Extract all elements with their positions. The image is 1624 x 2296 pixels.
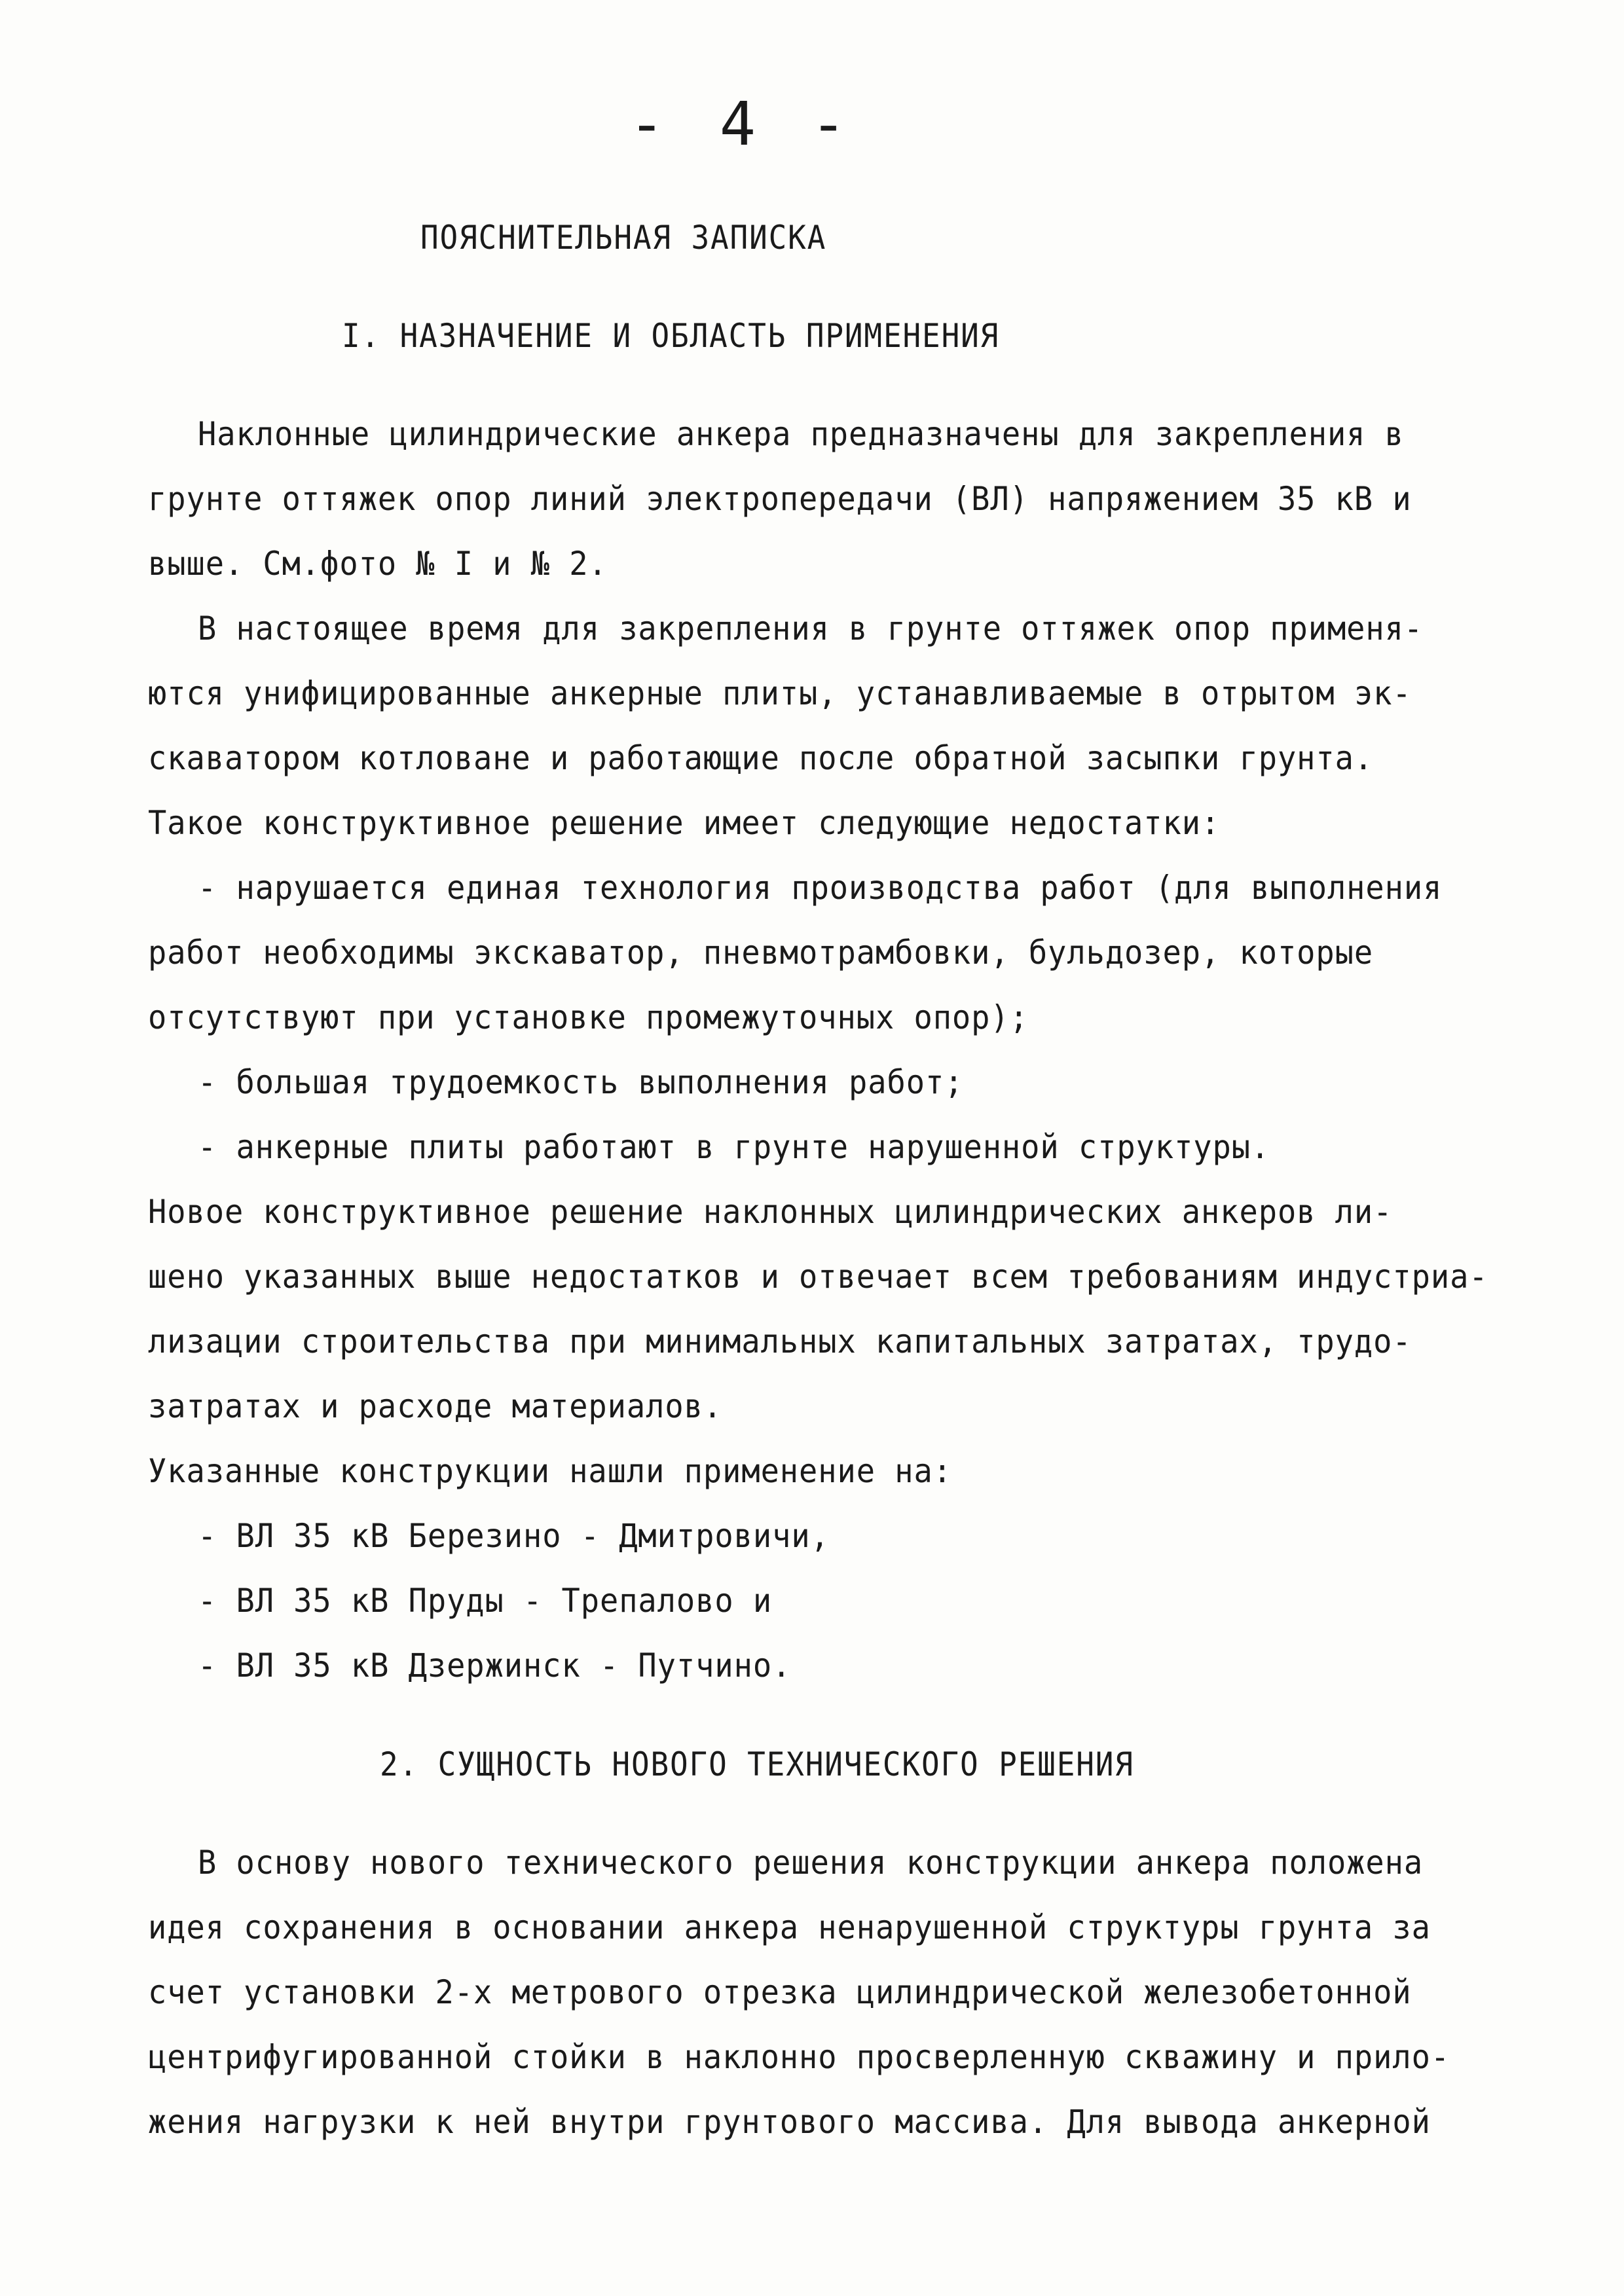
section-1-line: Такое конструктивное решение имеет следующие недостатки: — [148, 804, 1221, 842]
section-1-heading: I. НАЗНАЧЕНИЕ И ОБЛАСТЬ ПРИМЕНЕНИЯ — [342, 317, 1000, 355]
section-1-line: работ необходимы экскаватор, пневмотрамбовки, бульдозер, которые — [148, 934, 1374, 972]
section-1-line: шено указанных выше недостатков и отвечает всем требованиям индустриа- — [148, 1258, 1488, 1296]
section-2-heading: 2. СУЩНОСТЬ НОВОГО ТЕХНИЧЕСКОГО РЕШЕНИЯ — [380, 1745, 1134, 1783]
section-1-line: скаватором котловане и работающие после обратной засыпки грунта. — [148, 739, 1374, 777]
section-1-line: грунте оттяжек опор линий электропередачи (ВЛ) напряжением 35 кВ и — [148, 480, 1412, 518]
section-2-line: В основу нового технического решения конструкции анкера положена — [198, 1844, 1424, 1882]
section-1-line: - ВЛ 35 кВ Березино - Дмитровичи, — [198, 1517, 830, 1555]
section-1-line: Новое конструктивное решение наклонных цилиндрических анкеров ли- — [148, 1193, 1393, 1231]
section-1-line: - ВЛ 35 кВ Дзержинск - Путчино. — [198, 1647, 792, 1685]
section-1-line: ются унифицированные анкерные плиты, устанавливаемые в отрытом эк- — [148, 674, 1412, 712]
section-1-line: - большая трудоемкость выполнения работ; — [198, 1063, 964, 1101]
section-2-line: счет установки 2-х метрового отрезка цилиндрической железобетонной — [148, 1973, 1412, 2011]
section-1-line: - нарушается единая технология производства работ (для выполнения — [198, 869, 1443, 907]
section-1-line: Наклонные цилиндрические анкера предназначены для закрепления в — [198, 415, 1404, 453]
section-2-line: центрифугированной стойки в наклонно просверленную скважину и прило- — [148, 2038, 1450, 2076]
section-1-line: выше. См.фото № I и № 2. — [148, 545, 608, 583]
section-1-line: - ВЛ 35 кВ Пруды - Трепалово и — [198, 1582, 773, 1620]
section-1-line: лизации строительства при минимальных капитальных затратах, трудо- — [148, 1322, 1412, 1360]
page-number: - 4 - — [629, 89, 856, 159]
section-1-line: затратах и расходе материалов. — [148, 1387, 723, 1425]
section-2-line: жения нагрузки к ней внутри грунтового массива. Для вывода анкерной — [148, 2103, 1431, 2141]
note-title: ПОЯСНИТЕЛЬНАЯ ЗАПИСКА — [420, 219, 827, 257]
section-2-line: идея сохранения в основании анкера ненарушенной структуры грунта за — [148, 1908, 1431, 1946]
section-1-line: - анкерные плиты работают в грунте нарушенной структуры. — [198, 1128, 1270, 1166]
section-1-line: Указанные конструкции нашли применение на: — [148, 1452, 952, 1490]
section-1-line: отсутствуют при установке промежуточных опор); — [148, 998, 1029, 1036]
section-1-line: В настоящее время для закрепления в грунте оттяжек опор применя- — [198, 610, 1424, 647]
